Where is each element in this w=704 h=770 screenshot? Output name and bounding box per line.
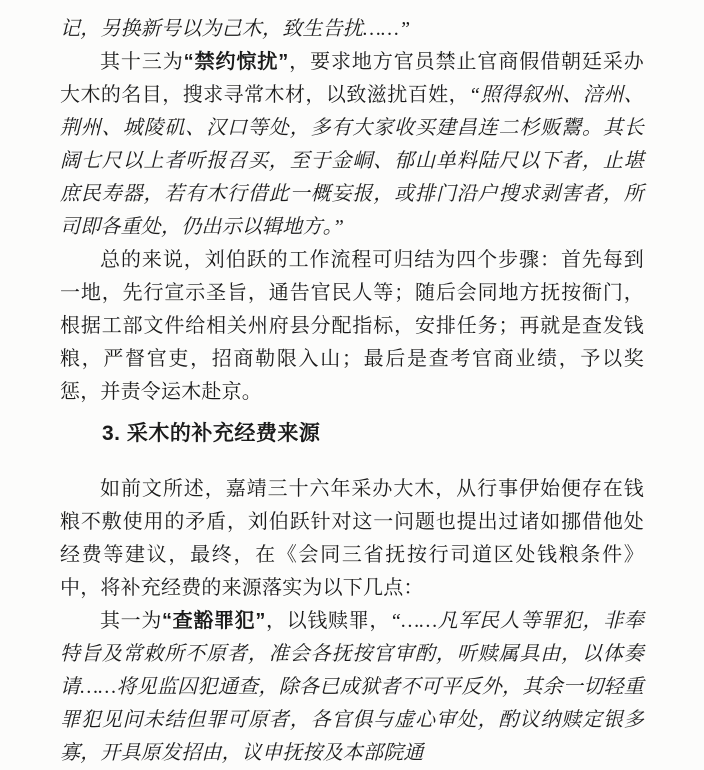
quoted-passage: “照得叙州、涪州、荆州、城陵矶、汉口等处，多有大家收买建昌连二杉贩鬻。其长阔七尺以上者听报召买，至于金峒、郁山单料陆尺以下者，止堪庶民寿器，若有木行借此一概妄报，或排门沿户搜求剥害者，所司即各重处，仍出示以辑地方。” (60, 84, 644, 238)
paragraph-workflow-summary (60, 244, 644, 409)
paragraph-text: 其一为 (100, 610, 163, 632)
paragraph-text: 如前文所述，嘉靖三十六年采办大木，从行事伊始便存在钱粮不敷使用的矛盾，刘伯跃针对这一问题也提出过诸如挪借他处经费等建议，最终，在《会同三省抚按行司道区处钱粮条件》中，将补充经费的来源落实为以下几点： (60, 478, 644, 599)
paragraph-text: ，要求地方官员禁止官商假借朝廷采办大木的名目，搜求寻常木材，以致滋扰百姓， (60, 51, 645, 106)
paragraph-text: 其十三为 (100, 51, 184, 73)
paragraph-text: ，以钱赎罪， (265, 610, 391, 632)
quoted-passage: “……凡军民人等罪犯，非奉特旨及常敕所不原者，准会各抚按官审酌，听赎属具由，以体奏请……将见监囚犯通查，除各已成狱者不可平反外，其余一切轻重罪犯见问未结但罪可原者，各官俱与虚心审处，酌议纳赎定银多寡，开具原发招由，议申抚按及本部院通 (60, 610, 645, 764)
paragraph-funding-intro (60, 473, 644, 605)
quoted-passage-tail: 记，另换新号以为己木，致生告扰……” (60, 18, 411, 40)
paragraph-first-funding-source (60, 605, 644, 770)
paragraph-text: 总的来说，刘伯跃的工作流程可归结为四个步骤：首先每到一地，先行宣示圣旨，通告官民人等；随后会同地方抚按衙门，根据工部文件给相关州府县分配指标，安排任务；再就是查发钱粮，严督官吏，招商勒限入山；最后是查考官商业绩，予以奖惩，并责令运木赴京。 (60, 249, 644, 403)
paragraph-quote-tail (60, 13, 644, 46)
emphasized-term: “禁约惊扰” (183, 51, 289, 73)
emphasized-term: “查豁罪犯” (162, 610, 266, 632)
paragraph-thirteenth-rule (60, 46, 644, 244)
section-heading: 3. 采木的补充经费来源 (102, 422, 321, 445)
